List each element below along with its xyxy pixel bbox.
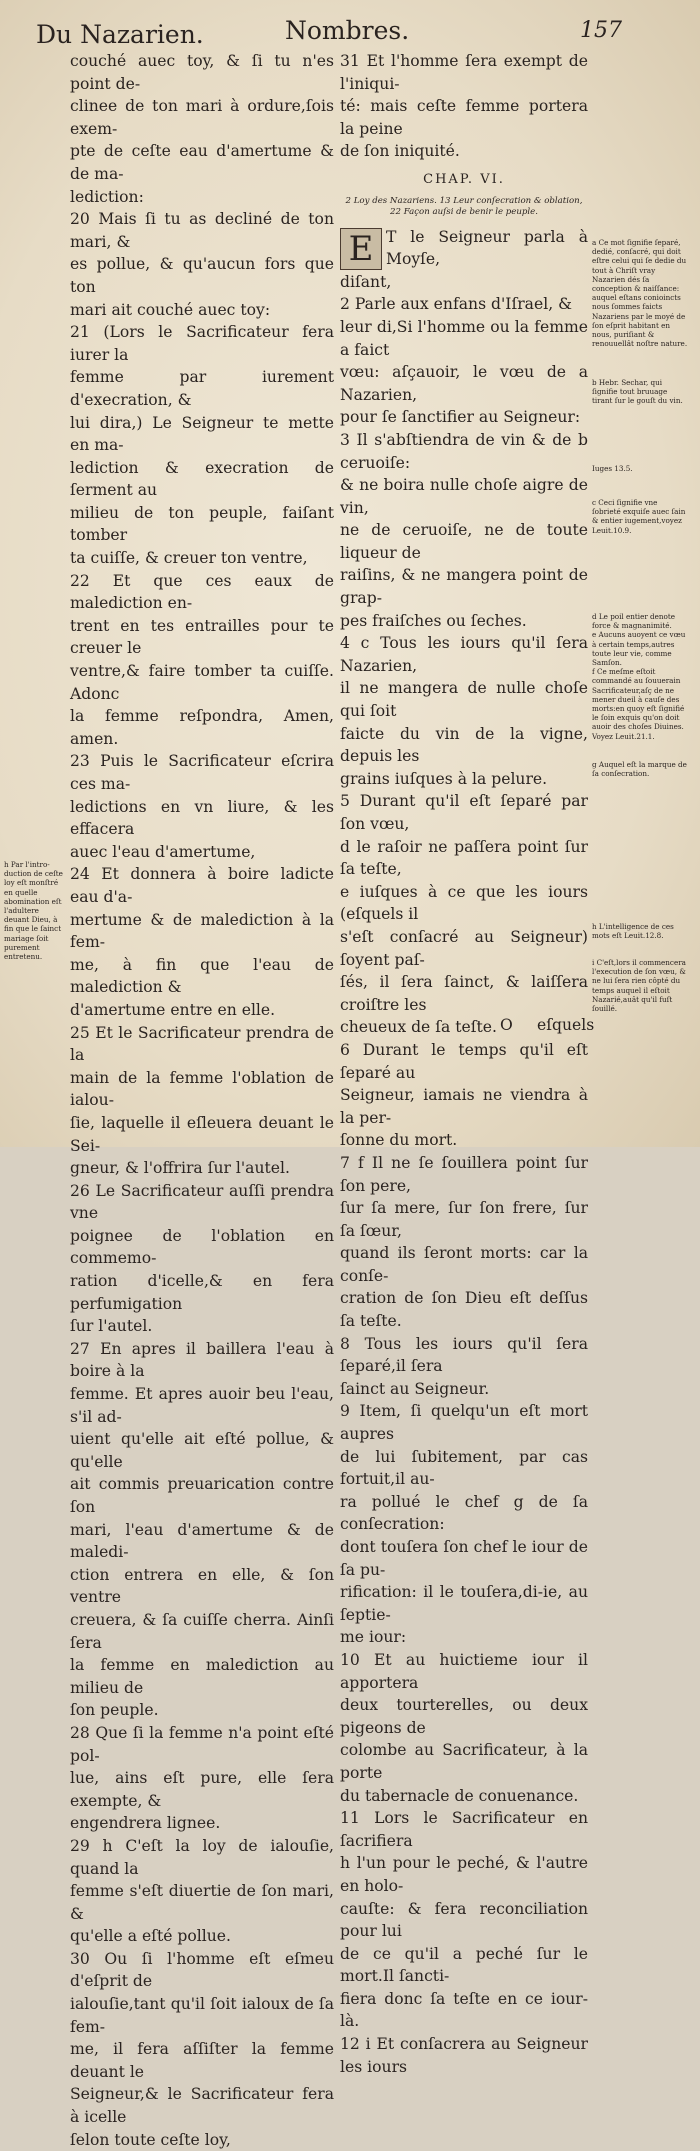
- left-text-column: [70, 50, 334, 2151]
- text-line: creuera, & ſa cuiſſe cherra. Ainſi ſera: [70, 1610, 334, 1652]
- text-line: fiera donc ſa teſte en ce iour-là.: [340, 1989, 588, 2031]
- margin-note-i: i C'eſt,lors il commencera l'execution de ſon vœu, & ne lui ſera rien côpté du temps auquel il eſtoit Nazarié,auât qu'il fuſt ſouillé.: [592, 958, 686, 1014]
- text-line: 6 Durant le temps qu'il eſt ſeparé au: [340, 1040, 588, 1082]
- text-line: me, il fera aſſiſter la femme deuant le: [70, 2040, 334, 2081]
- text-line: 7 f Il ne ſe ſouillera point ſur ſon pere,: [340, 1153, 588, 1195]
- text-line: uient qu'elle ait eſté pollue, & qu'elle: [70, 1430, 334, 1471]
- text-line: faicte du vin de la vigne, depuis les: [340, 724, 588, 766]
- text-line: ta cuiſſe, & creuer ton ventre,: [70, 549, 308, 568]
- text-line: me, à fin que l'eau de malediction &: [70, 955, 334, 997]
- text-line: d'amertume entre en elle.: [70, 1000, 276, 1019]
- margin-note-h: h L'intelligence de ces mots eſt Leuit.12.8.: [592, 922, 674, 941]
- text-line: es pollue, & qu'aucun fors que ton: [70, 255, 334, 296]
- text-line: 8 Tous les iours qu'il ſera ſeparé,il ſera: [340, 1334, 588, 1376]
- text-line: colombe au Sacrificateur, à la porte: [340, 1741, 588, 1782]
- text-line: auec l'eau d'amertume,: [70, 842, 256, 861]
- text-line: 27 En apres il baillera l'eau à boire à la: [70, 1339, 334, 1381]
- text-line: ra pollué le chef g de ſa conſecration:: [340, 1492, 588, 1534]
- text-line: ſainct au Seigneur.: [340, 1379, 490, 1398]
- text-line: quand ils ſeront morts: car la conſe-: [340, 1244, 588, 1285]
- text-line: il ne mangera de nulle choſe qui ſoit: [340, 679, 588, 721]
- text-line: s'eſt conſacré au Seigneur) ſoyent paſ-: [340, 927, 588, 969]
- catchword: eſquels: [537, 1016, 595, 1034]
- text-line: ſur ſa mere, ſur ſon frere, ſur ſa ſœur,: [340, 1199, 588, 1240]
- text-line: pour ſe ſanctifier au Seigneur:: [340, 408, 581, 427]
- text-line: ration d'icelle,& en fera perfumigation: [70, 1272, 334, 1313]
- text-line: qu'elle a eſté pollue.: [70, 1927, 231, 1946]
- text-line: 3 Il s'abſtiendra de vin & de b ceruoiſe:: [340, 430, 588, 472]
- text-line: ſon peuple.: [70, 1701, 159, 1720]
- text-line: 23 Puis le Sacrificateur eſcrira ces ma-: [70, 752, 334, 793]
- margin-note-d: d Le poil entier denote force & magnanimité.: [592, 612, 676, 631]
- text-line: T le Seigneur parla à Moyſe,: [386, 227, 588, 269]
- text-line: ction entrera en elle, & ſon ventre: [70, 1565, 334, 1607]
- text-line: deux tourterelles, ou deux pigeons de: [340, 1696, 588, 1737]
- text-line: clinee de ton mari à ordure,ſois exem-: [70, 97, 334, 138]
- text-line: Seigneur,& le Sacrificateur fera à icelle: [70, 2085, 334, 2127]
- text-line: h l'un pour le peché, & l'autre en holo-: [340, 1854, 588, 1895]
- text-line: 20 Mais ſi tu as decliné de ton mari, &: [70, 210, 334, 251]
- text-line: de ſon iniquité.: [340, 142, 460, 161]
- text-line: gneur, & l'offrira ſur l'autel.: [70, 1159, 290, 1178]
- right-text-column: [340, 50, 588, 2078]
- text-line: la femme reſpondra, Amen, amen.: [70, 707, 334, 748]
- text-line: me iour:: [340, 1628, 407, 1647]
- verses-continued: [340, 50, 588, 163]
- text-line: 25 Et le Sacrificateur prendra de la: [70, 1023, 334, 1065]
- text-line: 28 Que ſi la femme n'a point eſté pol-: [70, 1723, 334, 1765]
- text-line: lediction & execration de ſerment au: [70, 458, 334, 500]
- text-line: vœu: aſçauoir, le vœu de a Nazarien,: [340, 363, 588, 404]
- text-line: lui dira,) Le Seigneur te mette en ma-: [70, 413, 334, 455]
- text-line: diſant,: [340, 272, 392, 291]
- text-line: ledictions en vn liure, & les effacera: [70, 797, 334, 839]
- text-line: e iuſques à ce que les iours (eſquels il: [340, 882, 588, 924]
- text-line: main de la femme l'oblation de ialou-: [70, 1068, 334, 1110]
- text-line: ſur l'autel.: [70, 1317, 153, 1336]
- margin-note-e: e Aucuns auoyent ce vœu à certain temps,autres toute leur vie, comme Samſon.: [592, 630, 686, 668]
- text-line: Seigneur, iamais ne viendra à la per-: [340, 1086, 588, 1127]
- text-line: poignee de l'oblation en commemo-: [70, 1226, 334, 1268]
- text-line: cration de ſon Dieu eſt deſſus ſa teſte.: [340, 1289, 588, 1331]
- text-line: 21 (Lors le Sacrificateur fera iurer la: [70, 323, 334, 364]
- text-line: femme par iurement d'execration, &: [70, 368, 334, 409]
- text-line: lediction:: [70, 187, 144, 206]
- text-line: & ne boira nulle choſe aigre de vin,: [340, 476, 588, 517]
- text-line: 29 h C'eſt la loy de ialouſie, quand la: [70, 1836, 334, 1878]
- text-line: de ce qu'il a peché ſur le mort.Il ſancti-: [340, 1944, 588, 1986]
- running-title-left: Du Nazarien.: [36, 20, 204, 49]
- margin-note-d-e-f: [592, 612, 688, 741]
- text-line: té: mais ceſte femme portera la peine: [340, 97, 588, 138]
- text-line: mari ait couché auec toy:: [70, 300, 271, 319]
- text-line: 30 Ou ſi l'homme eſt eſmeu d'eſprit de: [70, 1949, 334, 1991]
- text-line: 5 Durant qu'il eſt ſeparé par ſon vœu,: [340, 792, 588, 833]
- text-line: pes fraiſches ou ſeches.: [340, 611, 527, 630]
- text-line: de lui ſubitement, par cas fortuit,il au-: [340, 1447, 588, 1489]
- text-line: grains iuſques à la pelure.: [340, 769, 548, 788]
- text-line: 22 Et que ces eaux de malediction en-: [70, 571, 334, 613]
- text-line: lue, ains eſt pure, elle ſera exempte, &: [70, 1769, 334, 1810]
- text-line: 10 Et au huictieme iour il apportera: [340, 1650, 588, 1692]
- text-line: milieu de ton peuple, faiſant tomber: [70, 503, 334, 545]
- text-line: ventre,& faire tomber ta cuiſſe. Adonc: [70, 662, 334, 703]
- decorated-initial: E: [340, 228, 382, 270]
- text-line: cheueux de ſa teſte.: [340, 1018, 497, 1037]
- text-line: d le raſoir ne paſſera point ſur ſa teſte,: [340, 837, 588, 879]
- text-line: ſés, il ſera ſainct, & laiſſera croiſtre les: [340, 973, 588, 1014]
- text-line: 11 Lors le Sacrificateur en ſacrifiera: [340, 1809, 588, 1850]
- chapter-six-text: [340, 226, 588, 2079]
- text-line: 31 Et l'homme ſera exempt de l'iniqui-: [340, 52, 588, 93]
- margin-note-b: b Hebr. Sechar, qui ſignifie tout bruuage tirant ſur le gouſt du vin.: [592, 378, 683, 406]
- text-line: ialouſie,tant qu'il ſoit ialoux de ſa fem-: [70, 1995, 334, 2036]
- text-line: 9 Item, ſi quelqu'un eſt mort aupres: [340, 1402, 588, 1444]
- text-line: femme s'eſt diuertie de ſon mari, &: [70, 1882, 334, 1923]
- text-line: engendrera lignee.: [70, 1814, 221, 1833]
- text-line: femme. Et apres auoir beu l'eau, s'il ad-: [70, 1385, 334, 1426]
- chapter-argument: 2 Loy des Nazariens. 13 Leur conſecration & oblation, 22 Façon auſsi de benir le peuple.: [345, 195, 583, 217]
- text-line: 26 Le Sacrificateur auſſi prendra vne: [70, 1181, 334, 1223]
- text-line: ſie, laquelle il eſleuera deuant le Sei-: [70, 1113, 334, 1155]
- text-line: mari, l'eau d'amertume & de maledi-: [70, 1520, 334, 1562]
- text-line: 2 Parle aux enfans d'Iſrael, &: [340, 295, 572, 314]
- text-line: 12 i Et conſacrera au Seigneur les iours: [340, 2035, 588, 2076]
- margin-note-a: a Ce mot ſignifie ſeparé, dedié, conſacré, qui doit eſtre celui qui ſe dedie du tout à Chriſt vray Nazarien dés ſa conception & naiſſance: auquel eſtans conioincts nous ſommes faicts Nazariens par le moyé de ſon eſprit habitant en nous, puriſiant & renouuellât noſtre nature.: [592, 238, 688, 349]
- text-line: trent en tes entrailles pour te creuer le: [70, 616, 334, 658]
- margin-note-g: g Auquel eſt la marque de ſa conſecration.: [592, 760, 687, 779]
- text-line: leur di,Si l'homme ou la femme a faict: [340, 317, 588, 359]
- folio-number: 157: [580, 18, 622, 43]
- text-line: pte de ceſte eau d'amertume & de ma-: [70, 142, 334, 183]
- text-line: la femme en malediction au milieu de: [70, 1656, 334, 1697]
- text-line: ſonne du mort.: [340, 1131, 458, 1150]
- text-line: ait commis preuarication contre ſon: [70, 1475, 334, 1516]
- margin-note-c: c Ceci ſignifie vne ſobrieté exquiſe auec ſain & entier iugement,voyez Leuit.10.9.: [592, 498, 686, 535]
- text-line: dont touſera ſon chef le iour de ſa pu-: [340, 1538, 588, 1579]
- text-line: rification: il le touſera,di-ie, au ſeptie-: [340, 1583, 588, 1624]
- text-line: raiſins, & ne mangera point de grap-: [340, 566, 588, 608]
- running-title-book: Nombres.: [285, 16, 410, 45]
- signature-mark: O: [500, 1016, 513, 1034]
- margin-note-f: f Ce meſme eſtoit commandé au ſouuerain Sacrificateur,aſç de ne mener dueil à cauſe des morts:en quoy eſt ſignifié le ſoin exquis qu'on doit auoir des choſes Diuines. Voyez Leuit.21.1.: [592, 667, 685, 741]
- text-line: mertume & de malediction à la fem-: [70, 910, 334, 952]
- text-line: couché auec toy, & ſi tu n'es point de-: [70, 52, 334, 93]
- margin-reference: Iuges 13.5.: [592, 464, 633, 473]
- text-line: cauſte: & fera reconciliation pour lui: [340, 1899, 588, 1941]
- left-margin-note: h Par l'introduction de ceſte loy eſt monſtré en quelle abomination eſt l'adultere deuant Dieu, à fin que le ſainct mariage ſoit purement entretenu.: [4, 860, 63, 962]
- text-line: du tabernacle de conuenance.: [340, 1786, 579, 1805]
- text-line: ſelon toute ceſte loy,: [70, 2130, 231, 2149]
- text-line: 4 c Tous les iours qu'il ſera Nazarien,: [340, 634, 588, 675]
- chapter-heading: CHAP. VI.: [423, 171, 505, 187]
- text-line: ne de ceruoiſe, ne de toute liqueur de: [340, 521, 588, 562]
- text-line: 24 Et donnera à boire ladicte eau d'a-: [70, 865, 334, 906]
